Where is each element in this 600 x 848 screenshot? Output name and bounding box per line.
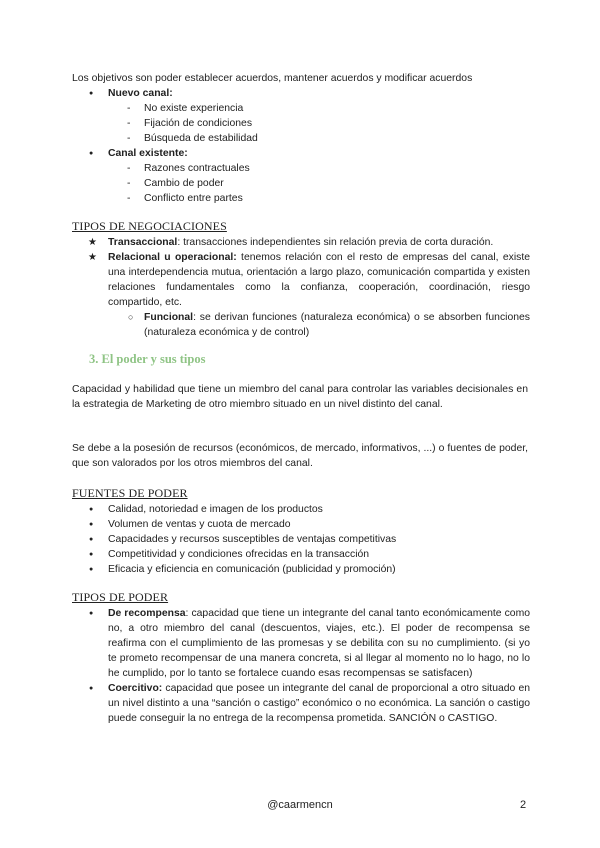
list-item: ● Calidad, notoriedad e imagen de los productos <box>72 502 532 517</box>
tipos-poder-list <box>72 606 530 726</box>
list-item <box>72 606 530 681</box>
paragraph: Se debe a la posesión de recursos (económicos, de mercado, informativos, ...) o fuentes de poder, que son valorados por los otros miembros del canal. <box>72 443 528 469</box>
definition: tenemos relación con el resto de empresas del canal, existe una interdependencia mutua, orientación a largo plazo, comunicación compartida y existen relaciones fundamentales como la confianza, cooperación, coordinación, riesgo compartido, etc. <box>108 252 530 308</box>
list-item: ● Volumen de ventas y cuota de mercado <box>72 517 532 532</box>
list-item <box>72 146 532 206</box>
list-item <box>72 250 530 310</box>
list-item <box>72 310 530 340</box>
sub-list <box>72 161 532 206</box>
negociaciones-list <box>72 235 530 340</box>
list-item <box>72 235 530 250</box>
definition: : se derivan funciones (naturaleza económica) o se absorben funciones (naturaleza económica y de control) <box>144 312 530 338</box>
list-item: - Búsqueda de estabilidad <box>72 131 532 146</box>
list-item: - No existe experiencia <box>72 101 532 116</box>
section-heading: TIPOS DE PODER <box>72 590 169 604</box>
list-item <box>72 86 532 146</box>
intro-text: Los objetivos son poder establecer acuerdos, mantener acuerdos y modificar acuerdos <box>72 73 473 84</box>
list-item: ● Eficacia y eficiencia en comunicación (publicidad y promoción) <box>72 562 532 577</box>
definition: : capacidad que tiene un integrante del canal tanto económicamente como no, a otro miembro del canal (descuentos, viajes, etc.). El poder de recompensa se reafirma con el cumplimiento de las promesas y se debilita con su no cumplimiento. (si yo te prometo recompensar de una manera concreta, si al llegar al momento no lo hago, no lo he cumplido, por lo tanto se fortalece cuando esas recompensas se satisfacen) <box>108 608 531 679</box>
list-item: ● Capacidades y recursos susceptibles de ventajas competitivas <box>72 532 532 547</box>
list-item <box>72 681 530 726</box>
list-item: ● Competitividad y condiciones ofrecidas en la transacción <box>72 547 532 562</box>
list-item: - Fijación de condiciones <box>72 116 532 131</box>
term: Coercitivo: <box>108 683 163 694</box>
list-item: - Cambio de poder <box>72 176 532 191</box>
fuentes-list <box>72 502 532 577</box>
list-item: - Conflicto entre partes <box>72 191 532 206</box>
term: De recompensa <box>108 608 186 619</box>
term: Relacional u operacional: <box>108 252 237 263</box>
definition: : transacciones independientes sin relación previa de corta duración. <box>177 237 494 248</box>
definition: capacidad que posee un integrante del canal de proporcional a otro situado en un nivel distinto a una “sanción o castigo” económico o no económica. La sanción o castigo puede conseguir la no entrega de la recompensa prometida. SANCIÓN o CASTIGO. <box>108 683 530 724</box>
section-heading: TIPOS DE NEGOCIACIONES <box>72 219 227 233</box>
sub-list <box>72 101 532 146</box>
canal-list <box>72 86 532 206</box>
section-heading: FUENTES DE PODER <box>72 486 188 500</box>
canal-label: Nuevo canal: <box>108 88 173 99</box>
term: Transaccional <box>108 237 178 248</box>
page-number: 2 <box>520 799 527 811</box>
section-title: 3. El poder y sus tipos <box>89 352 206 366</box>
paragraph: Capacidad y habilidad que tiene un miembro del canal para controlar las variables decisionales en la estrategia de Marketing de otro miembro situado en un nivel distinto del canal. <box>72 384 528 410</box>
list-item: - Razones contractuales <box>72 161 532 176</box>
footer-author: @caarmencn <box>267 799 333 811</box>
term: Funcional <box>144 312 194 323</box>
canal-label: Canal existente: <box>108 148 188 159</box>
